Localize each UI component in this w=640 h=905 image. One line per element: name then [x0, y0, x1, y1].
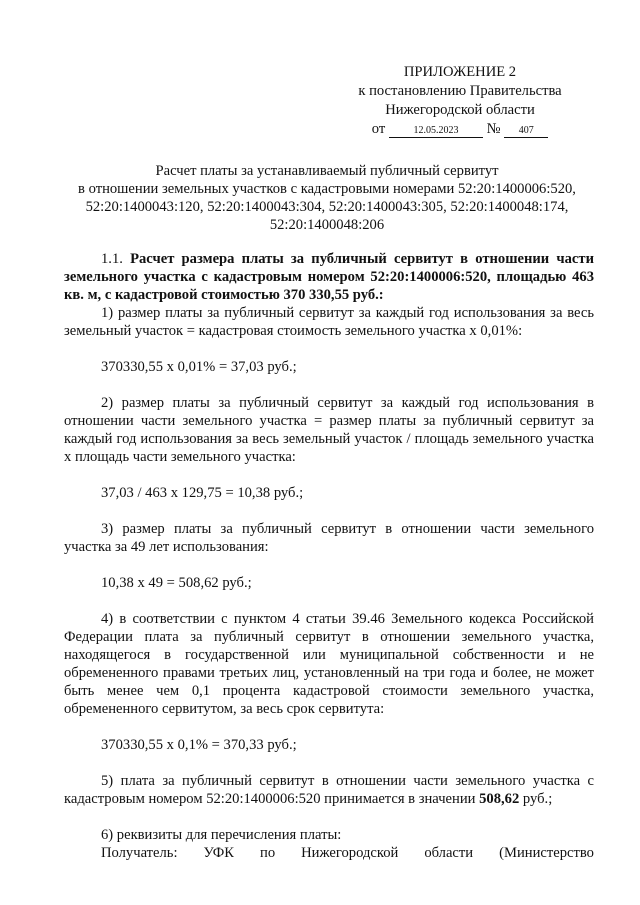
item-5-value: 508,62 [479, 791, 520, 807]
document-title [64, 162, 590, 234]
formula-2: 37,03 / 463 х 129,75 = 10,38 руб.; [101, 485, 304, 501]
item-5-text: 5) плата за публичный сервитут в отношении части земельного участка с кадастровым номером 52:20:1400006:520 принимается в значении [64, 773, 594, 807]
item-5 [64, 772, 594, 808]
formula-3: 10,38 х 49 = 508,62 руб.; [101, 575, 252, 591]
formula-4: 370330,55 х 0,1% = 370,33 руб.; [101, 737, 297, 753]
recipient-word: по [260, 845, 276, 861]
item-5-unit: руб.; [522, 791, 553, 807]
appendix-region: Нижегородской области [385, 102, 535, 118]
number-label: № [486, 121, 501, 137]
resolution-date: 12.05.2023 [389, 125, 483, 138]
resolution-date-line [300, 120, 620, 139]
section-heading-text: Расчет размера платы за публичный сервитут в отношении части земельного участка с кадастровым номером 52:20:1400006:520, площадью 463 кв. м, с кадастровой стоимостью 370 330,55 руб.: [64, 251, 594, 303]
title-line-4: 52:20:1400048:206 [269, 217, 385, 233]
section-number: 1.1. [101, 251, 123, 267]
item-6: 6) реквизиты для перечисления платы: [101, 827, 342, 843]
appendix-title: ПРИЛОЖЕНИЕ 2 [403, 64, 517, 80]
section-heading [64, 250, 594, 304]
document-body [64, 250, 594, 862]
appendix-header [300, 63, 620, 139]
title-line-3: 52:20:1400043:120, 52:20:1400043:304, 52:20:1400043:305, 52:20:1400048:174, [85, 199, 569, 215]
item-4: 4) в соответствии с пунктом 4 статьи 39.46 Земельного кодекса Российской Федерации плата за публичный сервитут в отношении земельного участка, находящегося в государственной или муниципальной собственности и не обремененного правами третьих лиц, установленный на три года и более, не может быть менее чем 0,1 процента кадастровой стоимости земельного участка, обремененного сервитутом, за весь срок сервитута: [64, 611, 594, 717]
item-1: 1) размер платы за публичный сервитут за каждый год использования за весь земельный участок = кадастровая стоимость земельного участка х 0,01%: [64, 305, 594, 339]
title-line-1: Расчет платы за устанавливаемый публичный сервитут [155, 163, 499, 179]
recipient-word: УФК [203, 845, 235, 861]
recipient-word: (Министерство [499, 845, 594, 861]
formula-1: 370330,55 х 0,01% = 37,03 руб.; [101, 359, 297, 375]
recipient-word: Нижегородской [301, 845, 399, 861]
recipient-word: области [424, 845, 474, 861]
recipient-word: Получатель: [101, 845, 178, 861]
resolution-number: 407 [504, 125, 548, 138]
item-2: 2) размер платы за публичный сервитут за каждый год использования в отношении части земельного участка = размер платы за публичный сервитут за каждый год использования за весь земельный участок / площадь земельного участка х площадь части земельного участка: [64, 395, 594, 465]
from-label: от [371, 121, 386, 137]
appendix-reference: к постановлению Правительства [358, 83, 562, 99]
recipient-line [64, 844, 594, 862]
item-3: 3) размер платы за публичный сервитут в отношении части земельного участка за 49 лет использования: [64, 521, 594, 555]
title-line-2: в отношении земельных участков с кадастровыми номерами 52:20:1400006:520, [78, 181, 576, 197]
